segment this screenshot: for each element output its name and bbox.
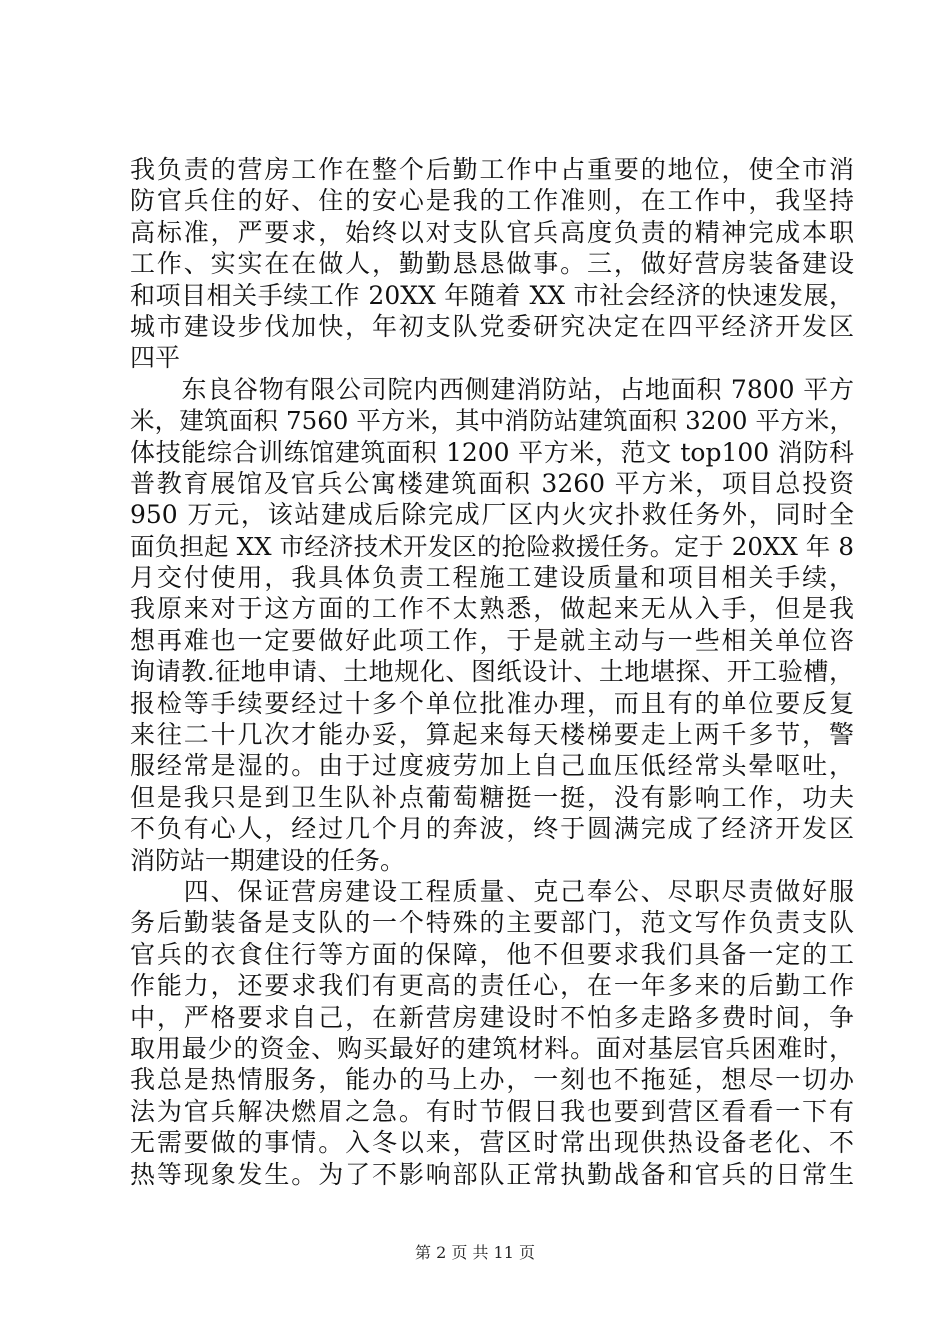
text-line: 面负担起 XX 市经济技术开发区的抢险救援任务。定于 20XX 年 8 xyxy=(130,531,854,561)
text-line: 无需要做的事情。入冬以来，营区时常出现供热设备老化、不 xyxy=(130,1128,854,1158)
text-line: 中，严格要求自己，在新营房建设时不怕多走路多费时间，争 xyxy=(130,1002,854,1032)
text-line: 东良谷物有限公司院内西侧建消防站，占地面积 7800 平方 xyxy=(130,374,854,404)
text-line: 950 万元，该站建成后除完成厂区内火灾扑救任务外，同时全 xyxy=(130,500,854,530)
text-line: 报检等手续要经过十多个单位批准办理，而且有的单位要反复 xyxy=(130,688,854,718)
page-footer: 第 2 页 共 11 页 xyxy=(415,1243,535,1262)
text-line: 体技能综合训练馆建筑面积 1200 平方米，范文 top100 消防科 xyxy=(130,437,854,467)
text-line: 想再难也一定要做好此项工作，于是就主动与一些相关单位咨 xyxy=(130,625,854,655)
text-line: 询请教.征地申请、土地规化、图纸设计、土地堪探、开工验槽， xyxy=(130,657,854,687)
text-line: 米，建筑面积 7560 平方米，其中消防站建筑面积 3200 平方米， xyxy=(130,406,854,436)
text-line: 法为官兵解决燃眉之急。有时节假日我也要到营区看看一下有 xyxy=(130,1096,854,1126)
text-line: 防官兵住的好、住的安心是我的工作准则，在工作中，我坚持 xyxy=(130,186,854,216)
text-line: 官兵的衣食住行等方面的保障，他不但要求我们具备一定的工 xyxy=(130,939,854,969)
body-text xyxy=(130,154,854,1190)
text-line: 我总是热情服务，能办的马上办，一刻也不拖延，想尽一切办 xyxy=(130,1065,854,1095)
text-line: 热等现象发生。为了不影响部队正常执勤战备和官兵的日常生 xyxy=(130,1159,854,1189)
text-line: 取用最少的资金、购买最好的建筑材料。面对基层官兵困难时， xyxy=(130,1033,854,1063)
text-line: 来往二十几次才能办妥，算起来每天楼梯要走上两千多节，警 xyxy=(130,720,854,750)
text-line: 普教育展馆及官兵公寓楼建筑面积 3260 平方米，项目总投资 xyxy=(130,468,854,498)
text-line: 四平 xyxy=(130,343,181,373)
text-line: 和项目相关手续工作 20XX 年随着 XX 市社会经济的快速发展， xyxy=(130,280,854,310)
text-line: 不负有心人，经过几个月的奔波，终于圆满完成了经济开发区 xyxy=(130,814,854,844)
text-line: 城市建设步伐加快，年初支队党委研究决定在四平经济开发区 xyxy=(130,311,854,341)
text-line: 我负责的营房工作在整个后勤工作中占重要的地位，使全市消 xyxy=(130,155,854,184)
text-line: 高标准，严要求，始终以对支队官兵高度负责的精神完成本职 xyxy=(130,217,854,247)
text-line: 我原来对于这方面的工作不太熟悉，做起来无从入手，但是我 xyxy=(130,594,854,624)
text-line: 但是我只是到卫生队补点葡萄糖挺一挺，没有影响工作，功夫 xyxy=(130,782,854,812)
text-line: 务后勤装备是支队的一个特殊的主要部门，范文写作负责支队 xyxy=(130,908,854,938)
text-line: 消防站一期建设的任务。 xyxy=(130,845,406,875)
text-line: 四、保证营房建设工程质量、克己奉公、尽职尽责做好服 xyxy=(130,876,854,906)
text-line: 作能力，还要求我们有更高的责任心，在一年多来的后勤工作 xyxy=(130,971,854,1001)
text-line: 月交付使用，我具体负责工程施工建设质量和项目相关手续， xyxy=(130,563,854,593)
text-line: 服经常是湿的。由于过度疲劳加上自己血压低经常头晕呕吐， xyxy=(130,751,854,781)
text-line: 工作、实实在在做人，勤勤恳恳做事。三，做好营房装备建设 xyxy=(130,249,854,279)
